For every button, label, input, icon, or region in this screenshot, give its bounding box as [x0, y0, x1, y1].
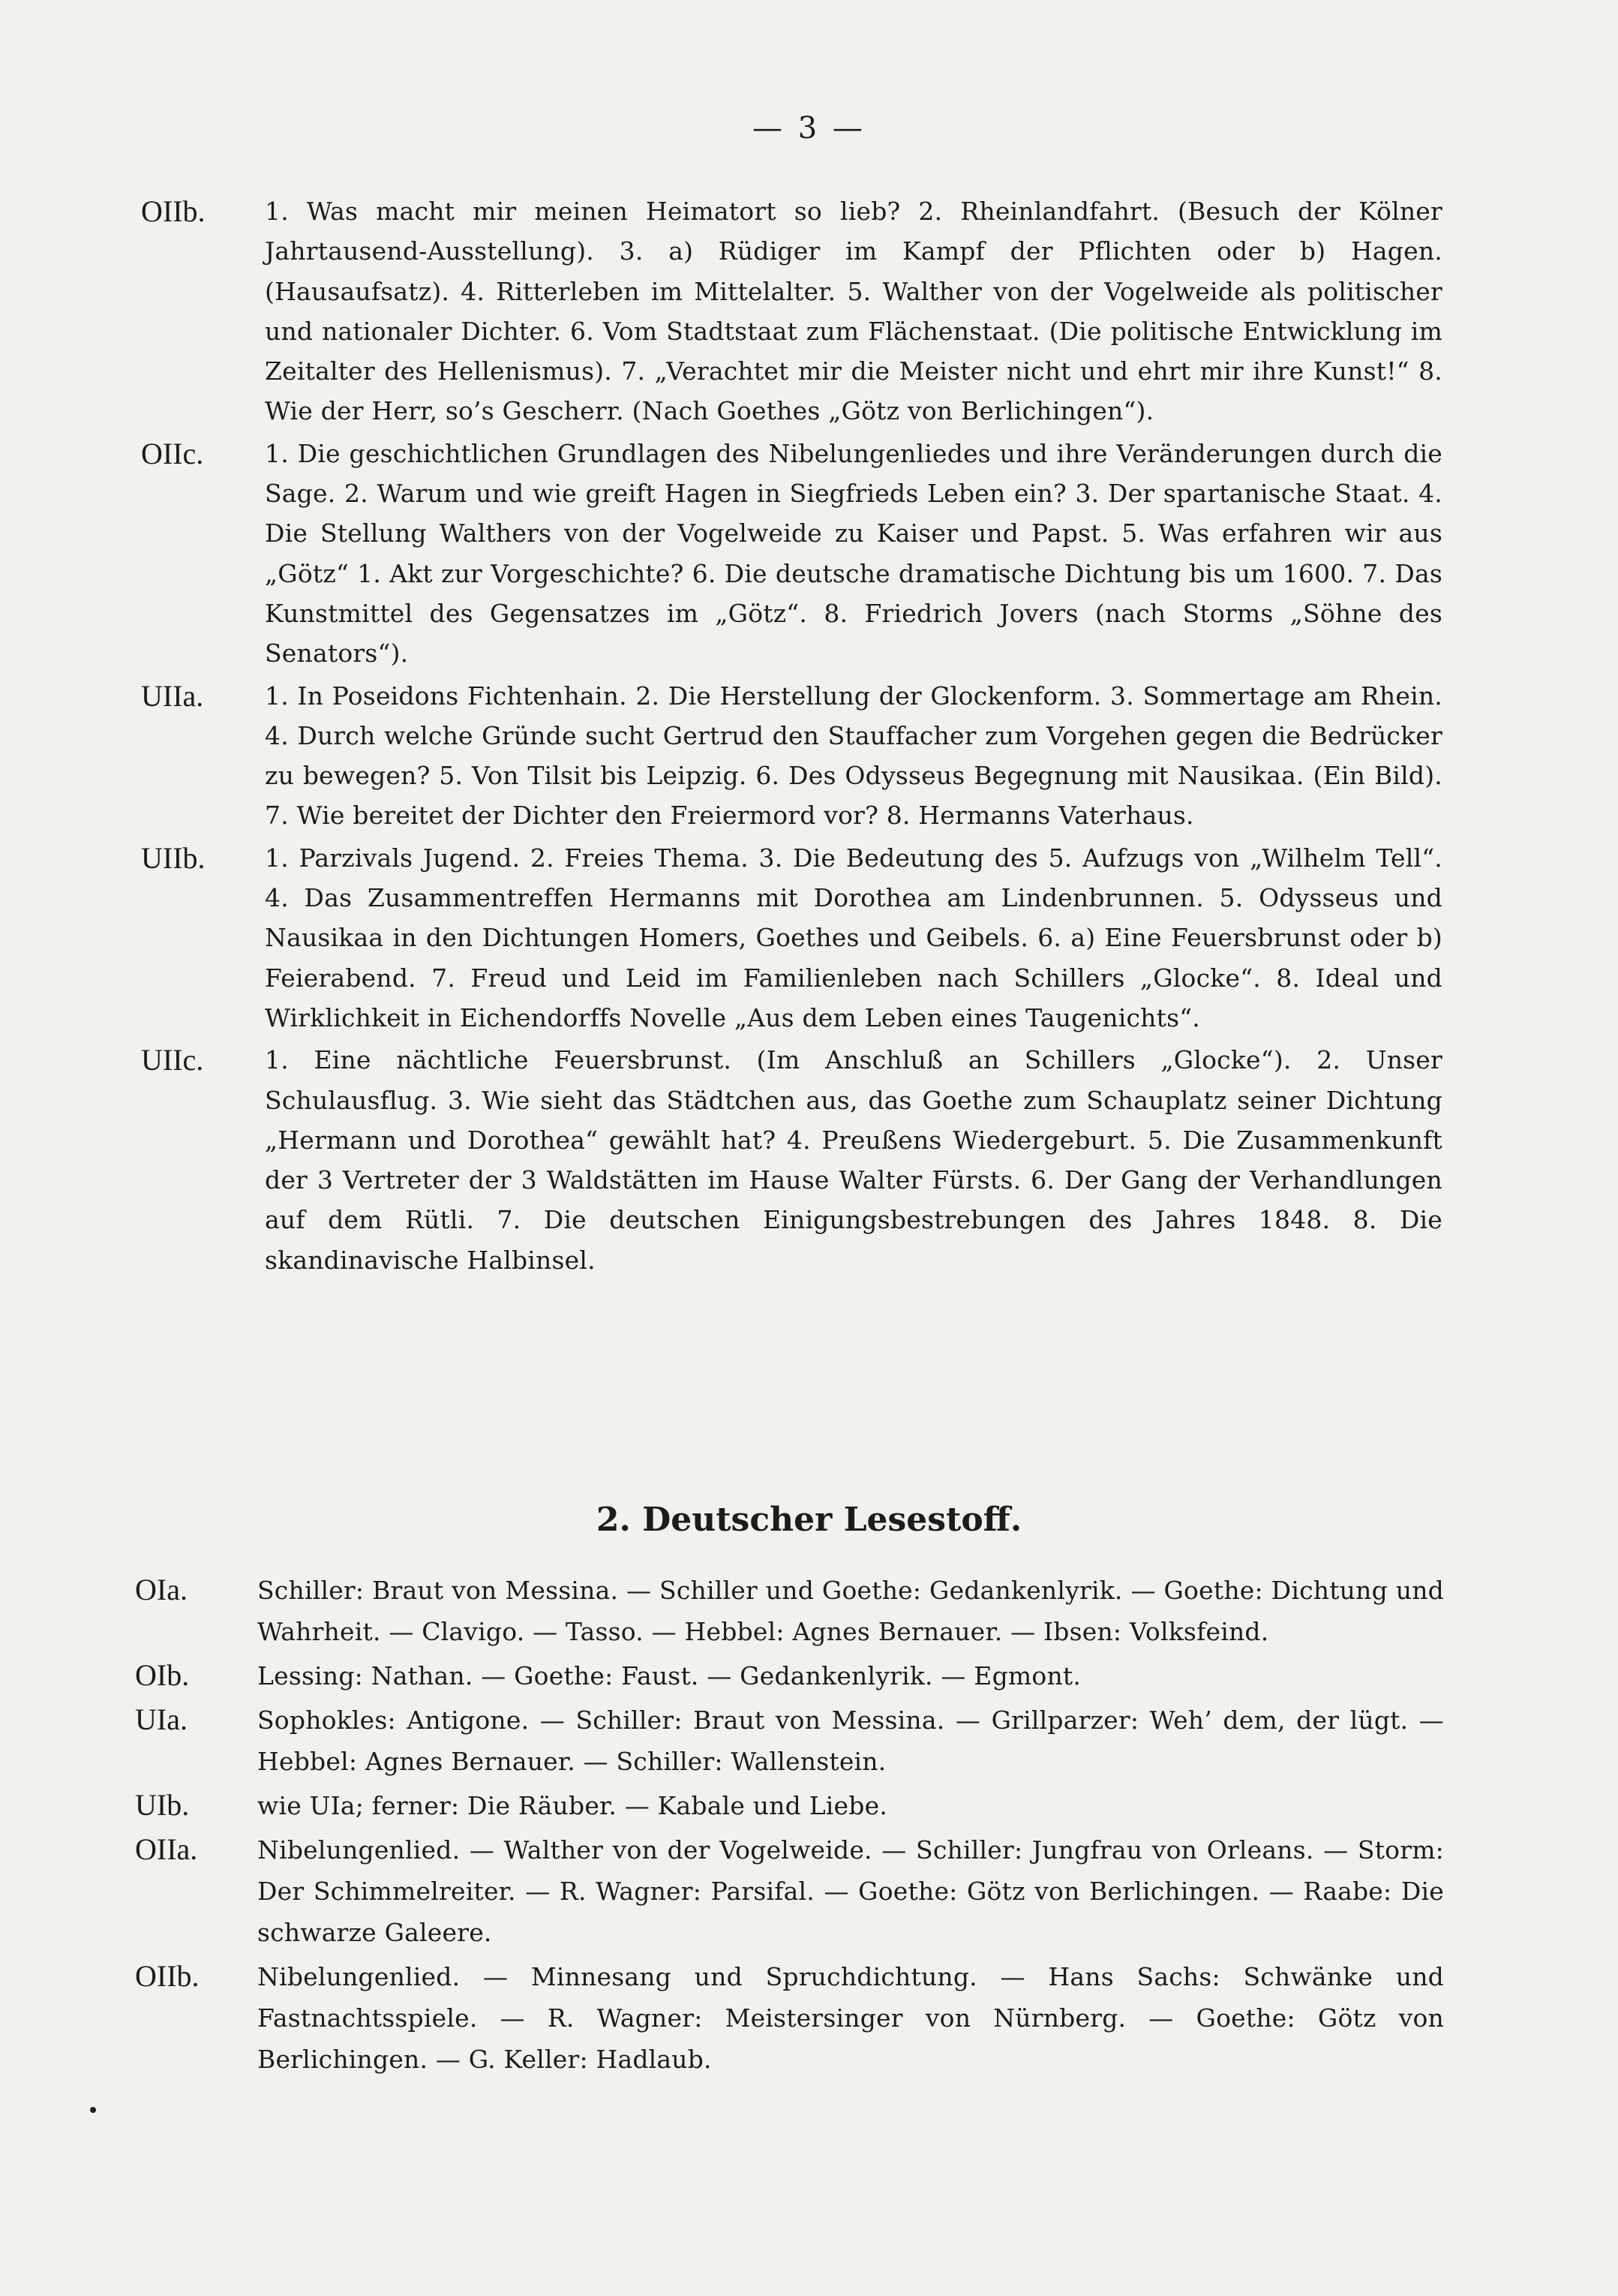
- class-label: OIb.: [135, 1658, 190, 1692]
- entry-text: 1. Was macht mir meinen Heimatort so lieb? 2. Rheinlandfahrt. (Besuch der Kölner Jahrtausend-Ausstellung). 3. a) Rüdiger im Kampf der Pflichten oder b) Hagen. (Hausaufsatz). 4. Ritterleben im Mittelalter. 5. Walther von der Vogelweide als politischer und nationaler Dichter. 6. Vom Stadtstaat zum Flächenstaat. (Die politische Entwicklung im Zeitalter des Hellenismus). 7. „Verachtet mir die Meister nicht und ehrt mir ihre Kunst!“ 8. Wie der Herr, so’s Gescherr. (Nach Goethes „Götz von Berlichingen“).: [265, 197, 1442, 426]
- entry-uia: [135, 1699, 1444, 1782]
- essay-topics-section: [141, 191, 1442, 1282]
- entry-text: Sophokles: Antigone. — Schiller: Braut von Messina. — Grillparzer: Weh’ dem, der lügt. — Hebbel: Agnes Bernauer. — Schiller: Wallenstein.: [257, 1705, 1444, 1776]
- entry-text: wie UIa; ferner: Die Räuber. — Kabale und Liebe.: [257, 1791, 888, 1820]
- entry-oiic: [141, 434, 1442, 674]
- entry-uib: [135, 1785, 1444, 1826]
- entry-text: 1. Parzivals Jugend. 2. Freies Thema. 3. Die Bedeutung des 5. Aufzugs von „Wilhelm Tell“. 4. Das Zusammentreffen Hermanns mit Dorothea am Lindenbrunnen. 5. Odysseus und Nausikaa in den Dichtungen Homers, Goethes und Geibels. 6. a) Eine Feuersbrunst oder b) Feierabend. 7. Freud und Leid im Familienleben nach Schillers „Glocke“. 8. Ideal und Wirklichkeit in Eichendorffs Novelle „Aus dem Leben eines Taugenichts“.: [265, 843, 1442, 1032]
- entry-text: Lessing: Nathan. — Goethe: Faust. — Gedankenlyrik. — Egmont.: [257, 1661, 1082, 1690]
- class-label: OIIc.: [141, 436, 204, 470]
- reading-list-section: [135, 1570, 1444, 2083]
- class-label: OIIb.: [141, 194, 206, 228]
- class-label: UIIa.: [141, 678, 204, 713]
- class-label: UIa.: [135, 1702, 188, 1736]
- entry-text: 1. In Poseidons Fichtenhain. 2. Die Herstellung der Glockenform. 3. Sommertage am Rhein. 4. Durch welche Gründe sucht Gertrud den Stauffacher zum Vorgehen gegen die Bedrücker zu bewegen? 5. Von Tilsit bis Leipzig. 6. Des Odysseus Begegnung mit Nausikaa. (Ein Bild). 7. Wie bereitet der Dichter den Freiermord vor? 8. Hermanns Vaterhaus.: [265, 681, 1442, 831]
- class-label: UIIb.: [141, 840, 206, 875]
- class-label: UIIc.: [141, 1043, 204, 1077]
- entry-oiia: [135, 1829, 1444, 1953]
- class-label: OIIb.: [135, 1959, 200, 1993]
- class-label: OIIa.: [135, 1832, 198, 1866]
- page-number: — 3 —: [752, 111, 866, 146]
- entry-text: Nibelungenlied. — Walther von der Vogelweide. — Schiller: Jungfrau von Orleans. — Storm: Der Schimmelreiter. — R. Wagner: Parsifal. — Goethe: Götz von Berlichingen. — Raabe: Die schwarze Galeere.: [257, 1835, 1444, 1947]
- entry-text: Nibelungenlied. — Minnesang und Spruchdichtung. — Hans Sachs: Schwänke und Fastnachtsspiele. — R. Wagner: Meistersinger von Nürnberg. — Goethe: Götz von Berlichingen. — G. Keller: Hadlaub.: [257, 1962, 1444, 2074]
- entry-text: Schiller: Braut von Messina. — Schiller und Goethe: Gedankenlyrik. — Goethe: Dichtung und Wahrheit. — Clavigo. — Tasso. — Hebbel: Agnes Bernauer. — Ibsen: Volksfeind.: [257, 1576, 1444, 1646]
- entry-oiib-reading: [135, 1956, 1444, 2080]
- class-label: OIa.: [135, 1573, 188, 1606]
- section-heading: 2. Deutscher Lesestoff.: [596, 1501, 1022, 1539]
- class-label: UIb.: [135, 1788, 190, 1822]
- entry-oia: [135, 1570, 1444, 1652]
- entry-uiia: [141, 676, 1442, 836]
- ink-dot: [90, 2107, 96, 2113]
- entry-oiib: [141, 191, 1442, 431]
- entry-text: 1. Eine nächtliche Feuersbrunst. (Im Anschluß an Schillers „Glocke“). 2. Unser Schulausflug. 3. Wie sieht das Städtchen aus, das Goethe zum Schauplatz seiner Dichtung „Hermann und Dorothea“ gewählt hat? 4. Preußens Wiedergeburt. 5. Die Zusammenkunft der 3 Vertreter der 3 Waldstätten im Hause Walter Fürsts. 6. Der Gang der Verhandlungen auf dem Rütli. 7. Die deutschen Einigungsbestrebungen des Jahres 1848. 8. Die skandinavische Halbinsel.: [265, 1045, 1442, 1275]
- entry-text: 1. Die geschichtlichen Grundlagen des Nibelungenliedes und ihre Veränderungen durch die Sage. 2. Warum und wie greift Hagen in Siegfrieds Leben ein? 3. Der spartanische Staat. 4. Die Stellung Walthers von der Vogelweide zu Kaiser und Papst. 5. Was erfahren wir aus „Götz“ 1. Akt zur Vorgeschichte? 6. Die deutsche dramatische Dichtung bis um 1600. 7. Das Kunstmittel des Gegensatzes im „Götz“. 8. Friedrich Jovers (nach Storms „Söhne des Senators“).: [265, 438, 1442, 669]
- entry-oib: [135, 1655, 1444, 1696]
- entry-uiic: [141, 1040, 1442, 1280]
- entry-uiib: [141, 838, 1442, 1038]
